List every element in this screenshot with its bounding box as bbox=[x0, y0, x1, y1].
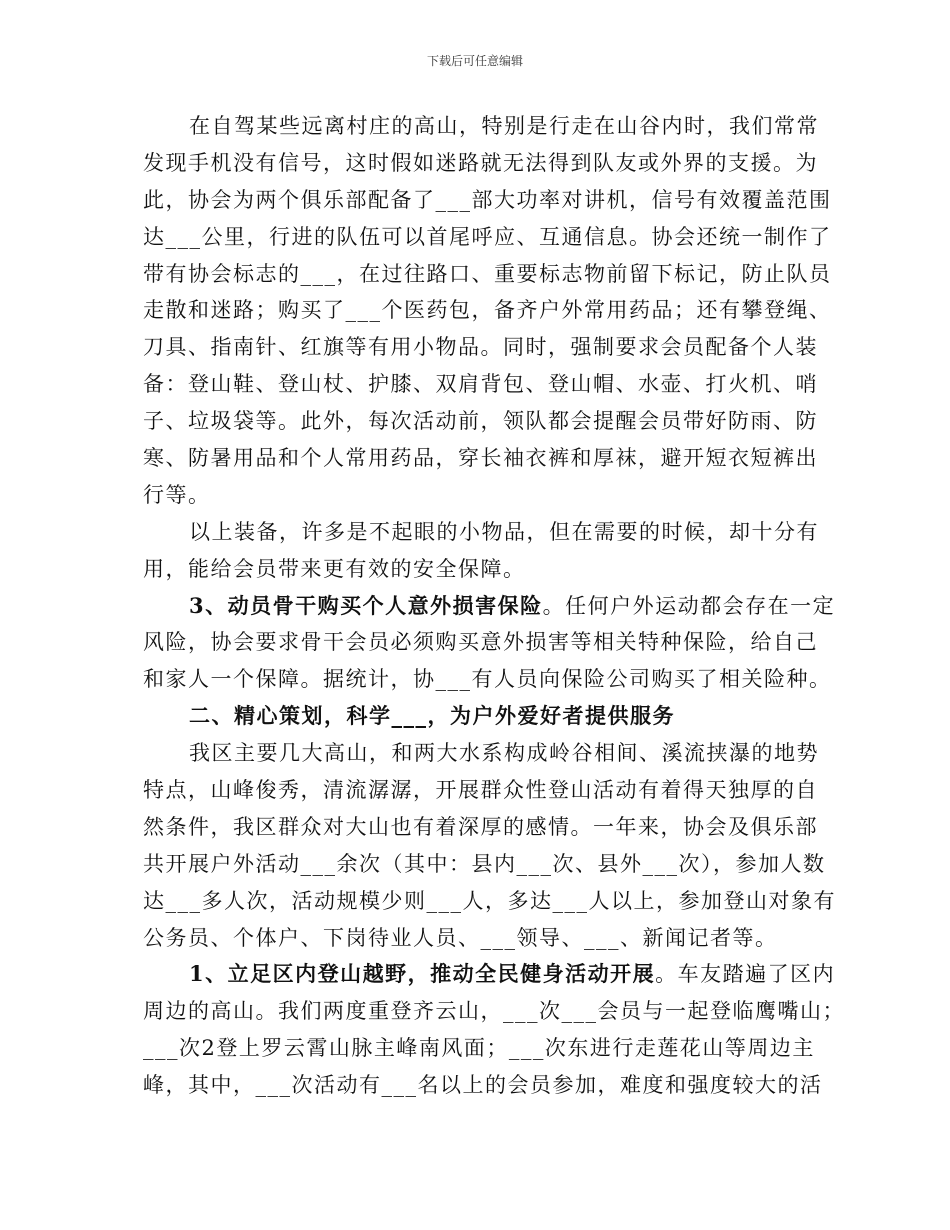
text-line: 发现手机没有信号，这时假如迷路就无法得到队友或外界的支援。为 bbox=[143, 150, 818, 175]
text-line: 风险，协会要求骨干会员必须购买意外损害等相关特种保险，给自己 bbox=[143, 630, 818, 655]
text-line: 在自驾某些远离村庄的高山，特别是行走在山谷内时，我们常常 bbox=[189, 114, 819, 138]
text-line: 以上装备，许多是不起眼的小物品，但在需要的时候，却十分有 bbox=[189, 519, 819, 544]
text-line: 用，能给会员带来更有效的安全保障。 bbox=[143, 556, 526, 581]
text-line: 达___公里，行进的队伍可以首尾呼应、互通信息。协会还统一制作了 bbox=[143, 224, 832, 249]
text-line: 1、立足区内登山越野，推动全民健身活动开展。车友踏遍了区内 bbox=[189, 961, 836, 987]
document-body bbox=[143, 108, 845, 1104]
bold-lead: 3、动员骨干购买个人意外损害保险 bbox=[189, 592, 543, 618]
text-line: 特点，山峰俊秀，清流潺潺，开展群众性登山活动有着得天独厚的自 bbox=[143, 778, 818, 803]
text-line: 子、垃圾袋等。此外，每次活动前，领队都会提醒会员带好防雨、防 bbox=[143, 409, 818, 434]
text-line: 共开展户外活动___余次（其中：县内___次、县外___次），参加人数 bbox=[143, 851, 826, 876]
text-line: 走散和迷路；购买了___个医药包，备齐户外常用药品；还有攀登绳、 bbox=[143, 298, 832, 323]
text-line: 然条件，我区群众对大山也有着深厚的感情。一年来，协会及俱乐部 bbox=[143, 814, 818, 839]
text-line: 达___多人次，活动规模少则___人，多达___人以上，参加登山对象有 bbox=[143, 888, 836, 913]
section-heading: 二、精心策划，科学___，为户外爱好者提供服务 bbox=[189, 703, 675, 729]
text-line: 峰，其中，___次活动有___名以上的会员参加，难度和强度较大的活 bbox=[143, 1073, 823, 1098]
text-line: 备：登山鞋、登山杖、护膝、双肩背包、登山帽、水壶、打火机、哨 bbox=[143, 372, 818, 397]
text-line: 和家人一个保障。据统计，协___有人员向保险公司购买了相关险种。 bbox=[143, 667, 832, 692]
page-header: 下载后可任意编辑 bbox=[426, 54, 523, 68]
text-line: 我区主要几大高山，和两大水系构成岭谷相间、溪流挟瀑的地势 bbox=[189, 741, 819, 766]
text-line: 此，协会为两个俱乐部配备了___部大功率对讲机，信号有效覆盖范围 bbox=[143, 187, 832, 212]
text-line: 寒、防暑用品和个人常用药品，穿长袖衣裤和厚袜，避开短衣短裤出 bbox=[143, 446, 818, 471]
text-line: 公务员、个体户、下岗待业人员、___领导、___、新闻记者等。 bbox=[143, 925, 778, 950]
text-line: 3、动员骨干购买个人意外损害保险。任何户外运动都会存在一定 bbox=[189, 592, 836, 618]
text-line: 带有协会标志的___，在过往路口、重要标志物前留下标记，防止队员 bbox=[143, 261, 832, 286]
bold-lead: 1、立足区内登山越野，推动全民健身活动开展 bbox=[189, 961, 656, 987]
text-line: 行等。 bbox=[143, 482, 211, 507]
text-line: 刀具、指南针、红旗等有用小物品。同时，强制要求会员配备个人装 bbox=[143, 335, 818, 360]
text-line: 周边的高山。我们两度重登齐云山，___次___会员与一起登临鹰嘴山； bbox=[143, 999, 845, 1024]
text-line: ___次2登上罗云霄山脉主峰南风面；___次东进行走莲花山等周边主 bbox=[143, 1036, 815, 1061]
